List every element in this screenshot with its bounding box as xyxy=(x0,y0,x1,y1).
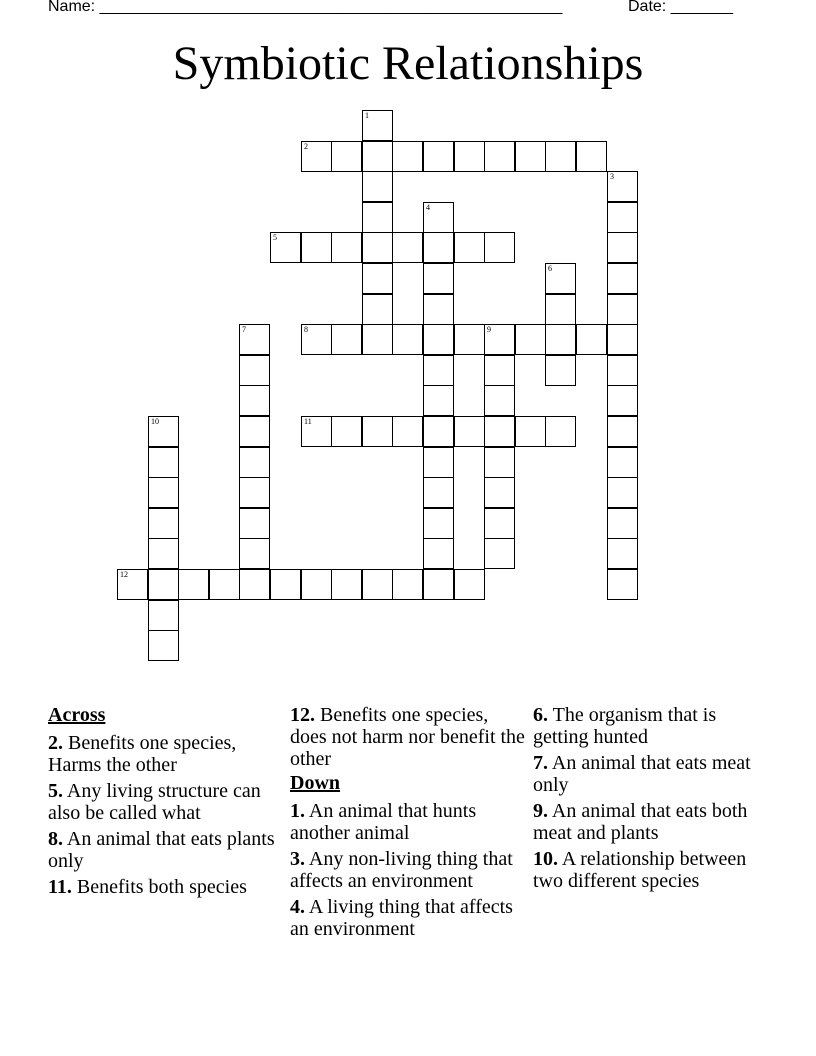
grid-cell[interactable] xyxy=(148,416,179,447)
grid-cell[interactable] xyxy=(148,508,179,539)
grid-cell[interactable] xyxy=(270,569,301,600)
grid-cell[interactable] xyxy=(362,171,393,202)
grid-cell[interactable] xyxy=(239,538,270,569)
clue-number: 10. xyxy=(533,848,558,870)
grid-cell[interactable] xyxy=(423,263,454,294)
clue-number: 5. xyxy=(48,780,63,802)
cell-number: 3 xyxy=(610,172,614,181)
grid-cell[interactable] xyxy=(607,569,638,600)
clue-text: An animal that eats meat only xyxy=(533,752,751,796)
grid-cell[interactable] xyxy=(362,232,393,263)
grid-cell[interactable] xyxy=(392,232,423,263)
down-heading: Down xyxy=(290,772,341,794)
clue-text: Any non-living thing that affects an environment xyxy=(290,848,513,892)
clue-column-3 xyxy=(533,704,769,896)
clue-text: Benefits one species, does not harm nor benefit the other xyxy=(290,704,525,770)
grid-cell[interactable] xyxy=(331,141,362,172)
grid-cell[interactable] xyxy=(607,538,638,569)
grid-cell[interactable] xyxy=(178,569,209,600)
down-clue-6 xyxy=(533,704,769,748)
across-clue-11 xyxy=(48,876,284,898)
clue-number: 4. xyxy=(290,896,305,918)
down-clue-7 xyxy=(533,752,769,796)
clue-number: 3. xyxy=(290,848,305,870)
clue-number: 9. xyxy=(533,800,548,822)
grid-cell[interactable] xyxy=(362,569,393,600)
clue-text: Any living structure can also be called what xyxy=(48,780,261,824)
grid-cell[interactable] xyxy=(239,447,270,478)
grid-cell[interactable] xyxy=(484,324,515,355)
grid-cell[interactable] xyxy=(331,232,362,263)
grid-cell[interactable] xyxy=(607,202,638,233)
down-clue-9 xyxy=(533,800,769,844)
name-field-label: Name: ____________________________________________________ xyxy=(48,0,563,15)
grid-cell[interactable] xyxy=(423,385,454,416)
clue-text: A living thing that affects an environment xyxy=(290,896,513,940)
grid-cell[interactable] xyxy=(423,232,454,263)
grid-cell[interactable] xyxy=(484,416,515,447)
grid-cell[interactable] xyxy=(423,477,454,508)
grid-cell[interactable] xyxy=(607,508,638,539)
date-field-label: Date: _______ xyxy=(628,0,733,15)
grid-cell[interactable] xyxy=(607,263,638,294)
page-title: Symbiotic Relationships xyxy=(172,37,644,90)
grid-cell[interactable] xyxy=(607,324,638,355)
grid-cell[interactable] xyxy=(239,508,270,539)
grid-cell[interactable] xyxy=(239,569,270,600)
grid-cell[interactable] xyxy=(239,477,270,508)
grid-cell[interactable] xyxy=(239,355,270,386)
grid-cell[interactable] xyxy=(148,569,179,600)
grid-cell[interactable] xyxy=(301,569,332,600)
grid-cell[interactable] xyxy=(515,141,546,172)
grid-cell[interactable] xyxy=(576,141,607,172)
down-clue-10 xyxy=(533,848,769,892)
grid-cell[interactable] xyxy=(270,232,301,263)
grid-cell[interactable] xyxy=(301,141,332,172)
across-clue-5 xyxy=(48,780,284,824)
grid-cell[interactable] xyxy=(301,232,332,263)
grid-cell[interactable] xyxy=(239,385,270,416)
grid-cell[interactable] xyxy=(423,569,454,600)
grid-cell[interactable] xyxy=(607,477,638,508)
grid-cell[interactable] xyxy=(454,569,485,600)
grid-cell[interactable] xyxy=(362,202,393,233)
cell-number: 10 xyxy=(151,417,159,426)
grid-cell[interactable] xyxy=(148,538,179,569)
cell-number: 7 xyxy=(242,325,246,334)
clue-number: 12. xyxy=(290,704,315,726)
grid-cell[interactable] xyxy=(362,324,393,355)
grid-cell[interactable] xyxy=(331,324,362,355)
clue-number: 2. xyxy=(48,732,63,754)
clue-text: An animal that hunts another animal xyxy=(290,800,477,844)
grid-cell[interactable] xyxy=(545,294,576,325)
grid-cell[interactable] xyxy=(148,630,179,661)
grid-cell[interactable] xyxy=(423,538,454,569)
cell-number: 2 xyxy=(304,142,308,151)
clue-column-1 xyxy=(48,704,284,902)
clue-number: 11. xyxy=(48,876,72,898)
grid-cell[interactable] xyxy=(239,416,270,447)
clue-text: A relationship between two different species xyxy=(533,848,747,892)
grid-cell[interactable] xyxy=(392,416,423,447)
grid-cell[interactable] xyxy=(362,141,393,172)
grid-cell[interactable] xyxy=(484,538,515,569)
grid-cell[interactable] xyxy=(607,416,638,447)
grid-cell[interactable] xyxy=(423,355,454,386)
grid-cell[interactable] xyxy=(301,324,332,355)
grid-cell[interactable] xyxy=(607,294,638,325)
grid-cell[interactable] xyxy=(148,447,179,478)
grid-cell[interactable] xyxy=(454,141,485,172)
grid-cell[interactable] xyxy=(484,385,515,416)
grid-cell[interactable] xyxy=(331,569,362,600)
grid-cell[interactable] xyxy=(331,416,362,447)
clue-text: The organism that is getting hunted xyxy=(533,704,717,748)
grid-cell[interactable] xyxy=(301,416,332,447)
cell-number: 5 xyxy=(273,233,277,242)
cell-number: 11 xyxy=(304,417,312,426)
grid-cell[interactable] xyxy=(392,324,423,355)
grid-cell[interactable] xyxy=(484,232,515,263)
grid-cell[interactable] xyxy=(239,324,270,355)
grid-cell[interactable] xyxy=(423,202,454,233)
across-clue-2 xyxy=(48,732,284,776)
grid-cell[interactable] xyxy=(362,416,393,447)
cell-number: 6 xyxy=(548,264,552,273)
clue-text: Benefits one species, Harms the other xyxy=(48,732,237,776)
cell-number: 1 xyxy=(365,111,369,120)
grid-cell[interactable] xyxy=(545,416,576,447)
clue-text: An animal that eats both meat and plants xyxy=(533,800,748,844)
across-heading: Across xyxy=(48,704,106,726)
down-clue-4 xyxy=(290,896,526,940)
grid-cell[interactable] xyxy=(607,171,638,202)
grid-cell[interactable] xyxy=(423,141,454,172)
grid-cell[interactable] xyxy=(423,447,454,478)
clue-text: An animal that eats plants only xyxy=(48,828,275,872)
grid-cell[interactable] xyxy=(515,416,546,447)
grid-cell[interactable] xyxy=(117,569,148,600)
grid-cell[interactable] xyxy=(454,416,485,447)
grid-cell[interactable] xyxy=(576,324,607,355)
grid-cell[interactable] xyxy=(607,447,638,478)
clue-text: Benefits both species xyxy=(76,876,247,898)
grid-cell[interactable] xyxy=(484,447,515,478)
cell-number: 4 xyxy=(426,203,430,212)
grid-cell[interactable] xyxy=(484,477,515,508)
grid-cell[interactable] xyxy=(423,416,454,447)
across-clue-8 xyxy=(48,828,284,872)
cell-number: 8 xyxy=(304,325,308,334)
cell-number: 9 xyxy=(487,325,491,334)
grid-cell[interactable] xyxy=(607,355,638,386)
grid-cell[interactable] xyxy=(454,232,485,263)
grid-cell[interactable] xyxy=(392,569,423,600)
grid-cell[interactable] xyxy=(392,141,423,172)
cell-number: 12 xyxy=(120,570,128,579)
grid-cell[interactable] xyxy=(484,508,515,539)
grid-cell[interactable] xyxy=(148,600,179,631)
clue-column-2 xyxy=(290,704,526,944)
clue-number: 7. xyxy=(533,752,548,774)
grid-cell[interactable] xyxy=(545,263,576,294)
grid-cell[interactable] xyxy=(362,263,393,294)
clue-number: 8. xyxy=(48,828,63,850)
across-clue-12 xyxy=(290,704,526,770)
grid-cell[interactable] xyxy=(607,232,638,263)
grid-cell[interactable] xyxy=(148,477,179,508)
grid-cell[interactable] xyxy=(209,569,240,600)
grid-cell[interactable] xyxy=(362,294,393,325)
grid-cell[interactable] xyxy=(545,141,576,172)
down-clue-3 xyxy=(290,848,526,892)
grid-cell[interactable] xyxy=(545,355,576,386)
clue-number: 6. xyxy=(533,704,548,726)
grid-cell[interactable] xyxy=(484,355,515,386)
down-clue-1 xyxy=(290,800,526,844)
clue-number: 1. xyxy=(290,800,305,822)
grid-cell[interactable] xyxy=(423,324,454,355)
grid-cell[interactable] xyxy=(515,324,546,355)
grid-cell[interactable] xyxy=(454,324,485,355)
grid-cell[interactable] xyxy=(423,508,454,539)
grid-cell[interactable] xyxy=(484,141,515,172)
grid-cell[interactable] xyxy=(545,324,576,355)
grid-cell[interactable] xyxy=(362,110,393,141)
grid-cell[interactable] xyxy=(607,385,638,416)
grid-cell[interactable] xyxy=(423,294,454,325)
